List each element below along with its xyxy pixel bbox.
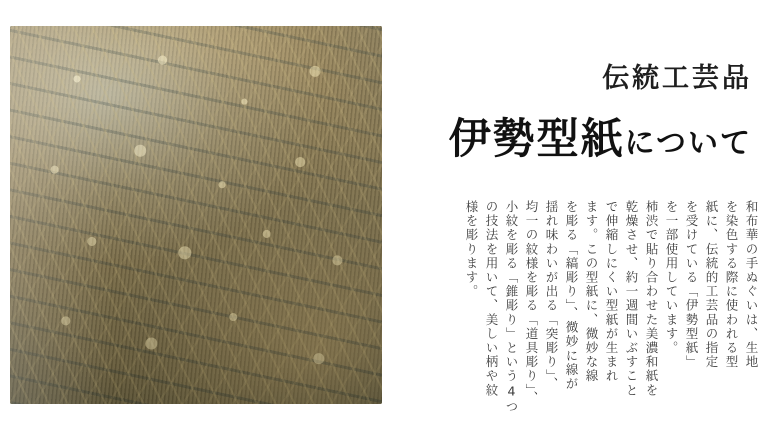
page-title-sub: について xyxy=(624,127,752,161)
body-column: を受けている「伊勢型紙」 xyxy=(684,200,699,370)
body-column: 柿渋で貼り合わせた美濃和紙を xyxy=(644,200,659,398)
body-column: 乾燥させ、約一週間いぶすこと xyxy=(624,200,639,398)
body-column: を一部使用しています。 xyxy=(664,200,679,356)
body-column: 和布華の手ぬぐいは、生地 xyxy=(744,200,759,370)
page-title-main: 伊勢型紙 xyxy=(448,117,625,164)
body-column: 均一の紋様を彫る「道具彫り」、 xyxy=(524,200,539,406)
body-column: の技法を用いて、美しい柄や紋 xyxy=(484,200,499,398)
body-column: で伸縮しにくい型紙が生まれ xyxy=(604,200,619,384)
vertical-body-text xyxy=(458,200,759,414)
body-column: ます。この型紙に、微妙な線 xyxy=(584,200,599,384)
heading-kicker: 伝統工芸品 xyxy=(602,63,752,93)
page-title xyxy=(449,106,752,166)
photo-lighting-layer xyxy=(10,26,382,404)
ise-katagami-photo xyxy=(10,26,382,404)
text-content xyxy=(392,0,780,430)
body-column: 揺れ味わいが出る「突彫り」、 xyxy=(544,200,559,392)
heading-block xyxy=(449,62,752,166)
body-column: 小紋を彫る「錐彫り」という4つ xyxy=(504,200,519,414)
body-column: を染色する際に使われる型 xyxy=(724,200,739,370)
body-column: を彫る「縞彫り」、微妙に線が xyxy=(564,200,579,392)
body-column: 紙に、伝統的工芸品の指定 xyxy=(704,200,719,370)
body-column: 様を彫ります。 xyxy=(464,200,479,299)
